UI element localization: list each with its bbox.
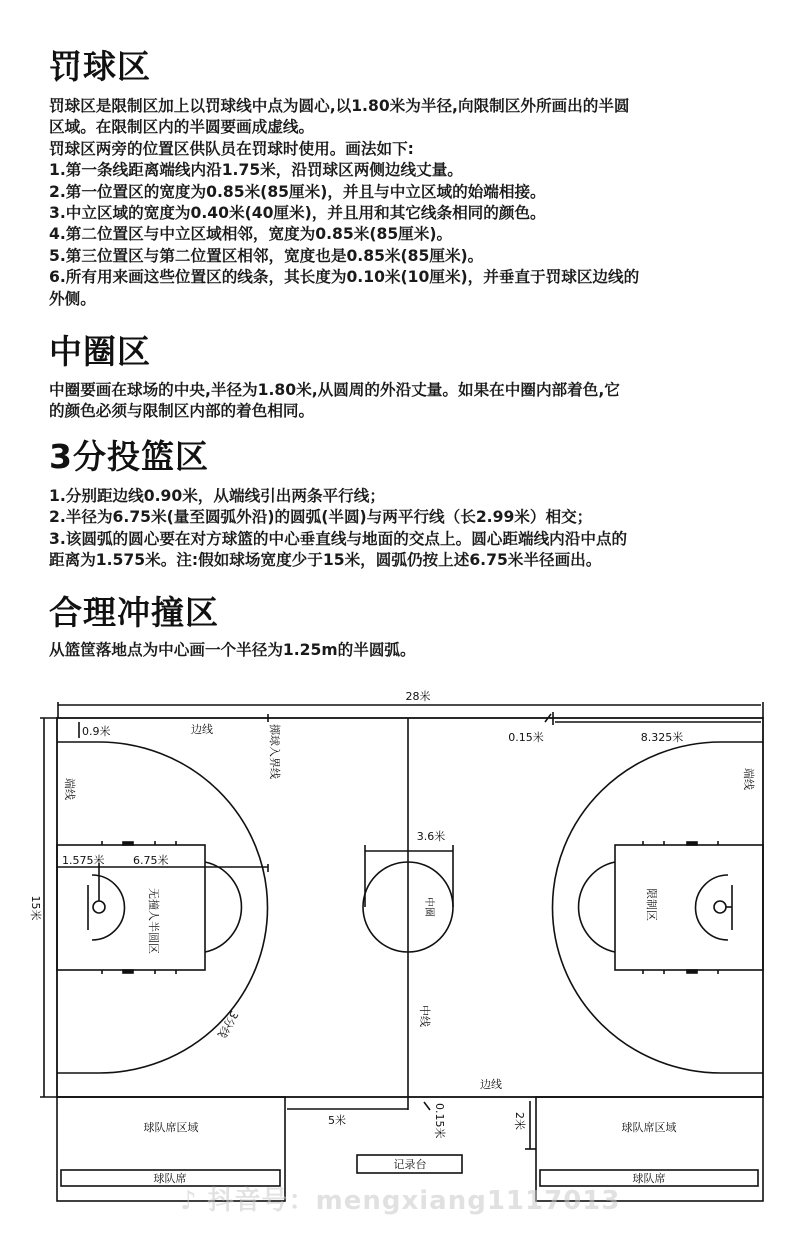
free-throw-area-text	[49, 96, 769, 310]
no-charge-label: 无撞人半圆区	[147, 888, 160, 954]
text-line: 罚球区两旁的位置区供队员在罚球时使用。画法如下:	[49, 139, 414, 158]
text-line: 的颜色必须与限制区内部的着色相同。	[49, 402, 315, 421]
team-bench-right-label: 球队席	[632, 1172, 666, 1185]
hoop-offset-label: 1.575米	[62, 854, 105, 867]
three-point-area-text	[49, 486, 769, 572]
center-circle-diameter-label: 3.6米	[416, 830, 446, 843]
line-width-label-top: 0.15米	[508, 731, 544, 744]
watermark: ♪ 抖音号：mengxiang1117013	[180, 1186, 621, 1216]
restricted-area-label: 限制区	[645, 888, 658, 921]
text-line: 外侧。	[49, 289, 96, 308]
right-free-throw-semicircle	[579, 862, 615, 952]
text-line: 3.中立区域的宽度为0.40米(40厘米)，并且用和其它线条相同的颜色。	[49, 204, 546, 223]
center-line-label: 中线	[418, 1005, 431, 1027]
text-line: 中圈要画在球场的中央,半径为1.80米,从圆周的外沿丈量。如果在中圈内部着色,它	[49, 381, 620, 399]
endline-label-left: 端线	[63, 778, 76, 800]
text-line: 2.第一位置区的宽度为0.85米(85厘米)，并且与中立区域的始端相接。	[49, 182, 546, 201]
basketball-court-diagram	[0, 680, 800, 1241]
sideline-label-top: 边线	[191, 723, 213, 736]
text-line: 6.所有用来画这些位置区的线条，其长度为0.10米(10厘米)，并垂直于罚球区边线的	[49, 268, 640, 287]
three-point-radius-label: 6.75米	[133, 854, 169, 867]
arc-to-endline-label: 8.325米	[640, 731, 684, 744]
text-line: 3.该圆弧的圆心要在对方球篮的中心垂直线与地面的交点上。圆心距端线内沿中点的	[49, 529, 628, 548]
width-label: 15米	[29, 895, 42, 921]
team-bench-area-left-label: 球队席区域	[143, 1121, 199, 1134]
right-restricted-area	[615, 845, 763, 970]
text-line: 距离为1.575米。注:假如球场宽度少于15米，圆弧仍按上述6.75米半径画出。	[49, 551, 602, 570]
section-title-three-point-area: 3分投篮区	[49, 437, 209, 476]
bench-depth-label: 2米	[513, 1112, 526, 1130]
throw-in-line-label: 掷球入界线	[268, 724, 281, 779]
team-bench-area-right-label: 球队席区域	[621, 1121, 677, 1134]
center-circle-text	[49, 380, 769, 423]
text-line: 5.第三位置区与第二位置区相邻，宽度也是0.85米(85厘米)。	[49, 246, 484, 265]
right-hoop	[714, 901, 726, 913]
bench-gap-label: 5米	[328, 1114, 346, 1127]
text-line: 4.第二位置区与中立区域相邻，宽度为0.85米(85厘米)。	[49, 225, 453, 244]
text-line: 2.半径为6.75米(量至圆弧外沿)的圆弧(半圆)与两平行线（长2.99米）相交；	[49, 508, 593, 527]
section-title-no-charge-area: 合理冲撞区	[49, 593, 219, 632]
no-charge-area-text	[49, 640, 769, 661]
endline-label-right: 端线	[742, 768, 755, 790]
text-line: 1.分别距边线0.90米，从端线引出两条平行线；	[49, 487, 385, 505]
text-line: 罚球区是限制区加上以罚球线中点为圆心,以1.80米为半径,向限制区外所画出的半圆	[49, 97, 630, 115]
length-label: 28米	[405, 690, 431, 703]
left-no-charge-arc	[92, 875, 125, 940]
section-title-center-circle: 中圈区	[49, 332, 151, 371]
sideline-label-bottom: 边线	[480, 1078, 502, 1091]
corner-offset-label: 0.9米	[82, 725, 111, 738]
section-title-free-throw-area: 罚球区	[49, 47, 151, 86]
left-free-throw-semicircle	[205, 862, 241, 952]
team-bench-left-label: 球队席	[153, 1172, 187, 1185]
text-line: 区域。在限制区内的半圆要画成虚线。	[49, 118, 315, 137]
center-circle-label: 中圈	[423, 897, 434, 917]
text-line: 从篮筐落地点为中心画一个半径为1.25m的半圆弧。	[49, 641, 416, 659]
text-line: 1.第一条线距离端线内沿1.75米，沿罚球区两侧边线丈量。	[49, 161, 463, 180]
left-hoop	[93, 901, 105, 913]
right-no-charge-arc	[696, 875, 729, 940]
scorer-table-label: 记录台	[393, 1158, 427, 1171]
three-point-line-label: 3分线	[214, 1008, 241, 1041]
line-width-label-bottom: 0.15米	[433, 1103, 446, 1139]
